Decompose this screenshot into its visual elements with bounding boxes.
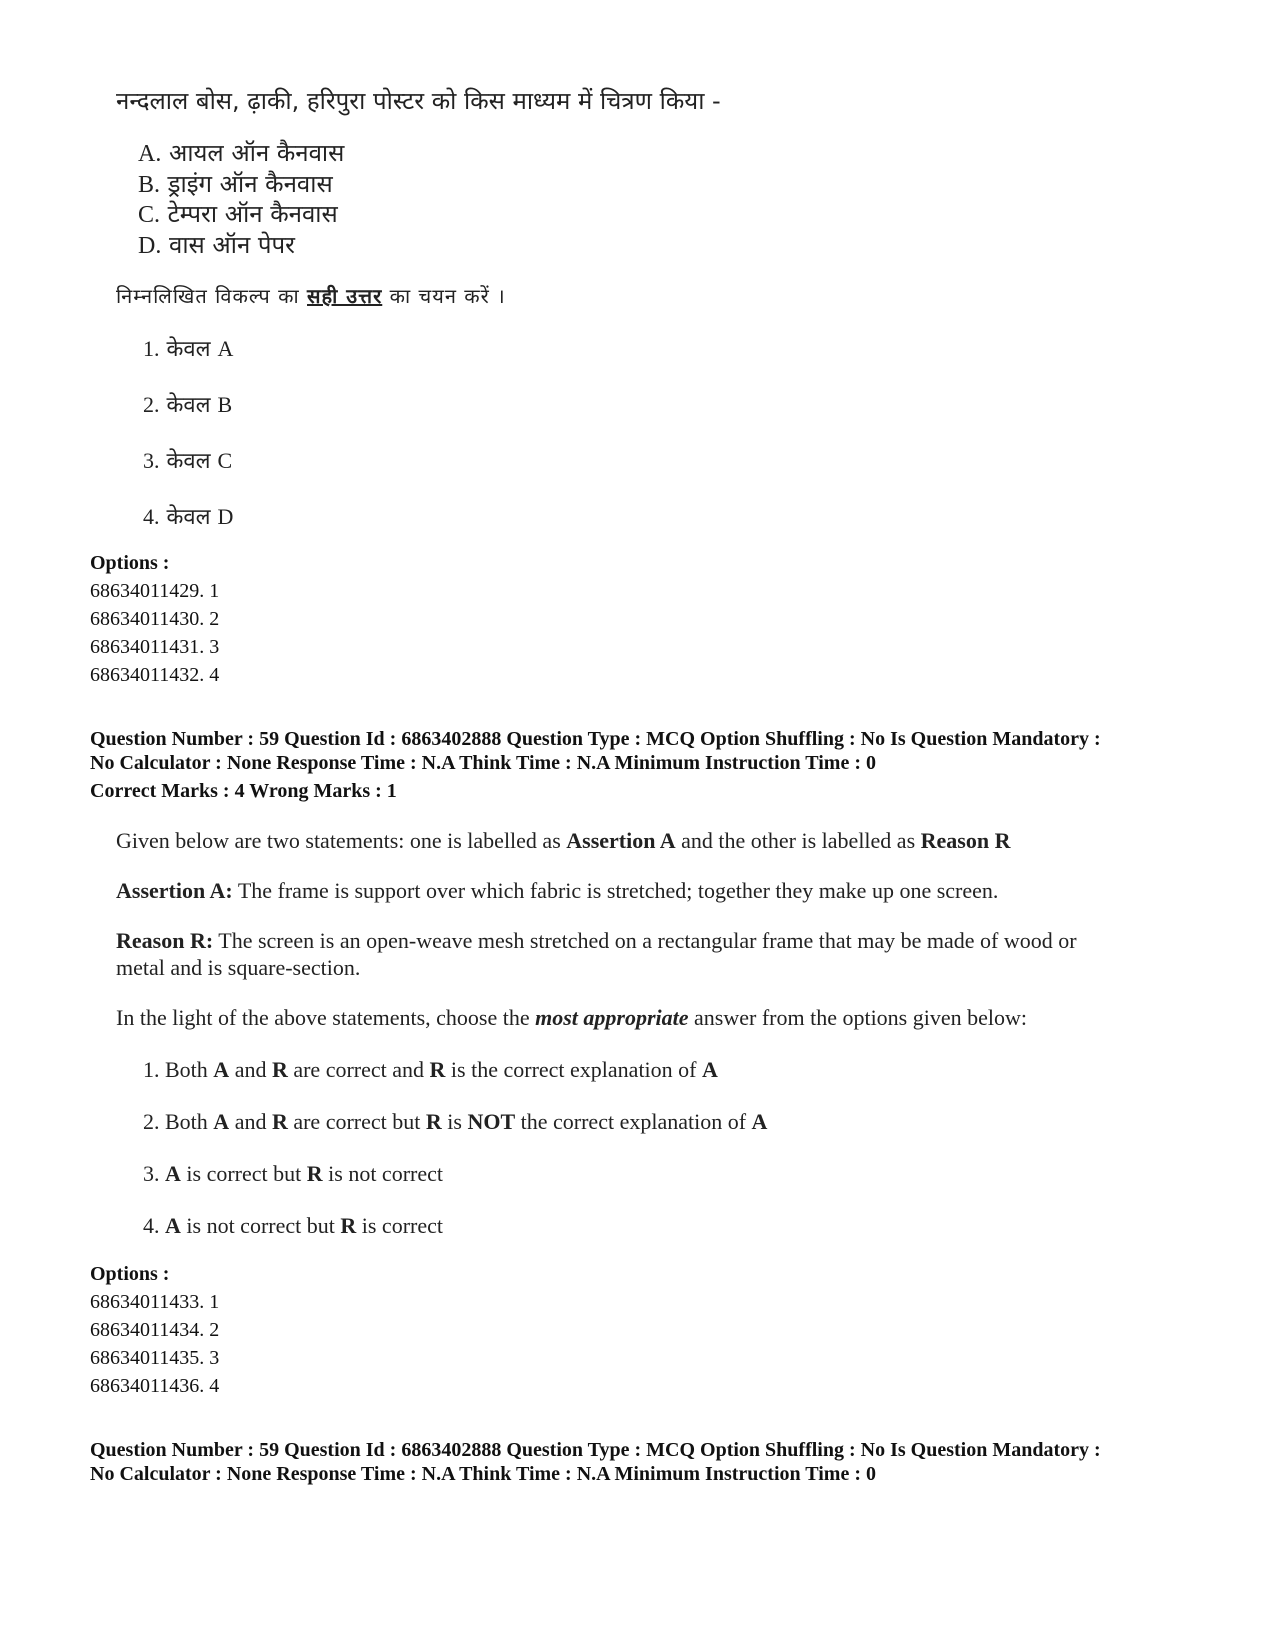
option-id-3: 68634011431. 3 xyxy=(90,636,220,658)
option-id-4: 68634011432. 4 xyxy=(90,664,220,686)
option-id-4: 68634011436. 4 xyxy=(90,1375,220,1397)
question-item-b: B. ड्राइंग ऑन कैनवास xyxy=(138,170,333,198)
option-id-2: 68634011434. 2 xyxy=(90,1319,220,1341)
next-question-meta-line-1: Question Number : 59 Question Id : 6863402888 Question Type : MCQ Option Shuffling : No Is Question Mandatory : xyxy=(90,1439,1101,1461)
next-question-meta-line-2: No Calculator : None Response Time : N.A Think Time : N.A Minimum Instruction Time : 0 xyxy=(90,1463,876,1485)
option-id-1: 68634011433. 1 xyxy=(90,1291,220,1313)
answer-choice-2: 2. Both A and R are correct but R is NOT the correct explanation of A xyxy=(143,1109,768,1134)
answer-choice-3: 3. A is correct but R is not correct xyxy=(143,1161,443,1186)
question-item-d: D. वास ऑन पेपर xyxy=(138,231,295,259)
instruction-text: निम्नलिखित विकल्प का सही उत्तर का चयन करें । xyxy=(116,284,506,308)
reason-statement-line-2: metal and is square-section. xyxy=(116,955,361,980)
instruction-emphasis: सही उत्तर xyxy=(307,284,383,308)
options-label: Options : xyxy=(90,1263,170,1285)
question-instruction: In the light of the above statements, choose the most appropriate answer from the options given below: xyxy=(116,1005,1028,1030)
option-id-2: 68634011430. 2 xyxy=(90,608,220,630)
reason-statement-line-1: Reason R: The screen is an open-weave mesh stretched on a rectangular frame that may be made of wood or xyxy=(116,928,1077,953)
question-item-a: A. आयल ऑन कैनवास xyxy=(138,139,345,167)
choice-2: 2. केवल B xyxy=(143,392,233,418)
option-id-1: 68634011429. 1 xyxy=(90,580,220,602)
options-label: Options : xyxy=(90,552,170,574)
option-id-3: 68634011435. 3 xyxy=(90,1347,220,1369)
answer-choice-1: 1. Both A and R are correct and R is the correct explanation of A xyxy=(143,1057,718,1082)
answer-choice-4: 4. A is not correct but R is correct xyxy=(143,1213,443,1238)
question-item-c: C. टेम्परा ऑन कैनवास xyxy=(138,200,338,228)
question-meta-line-2: No Calculator : None Response Time : N.A Think Time : N.A Minimum Instruction Time : 0 xyxy=(90,752,876,774)
assertion-statement: Assertion A: The frame is support over which fabric is stretched; together they make up one screen. xyxy=(116,878,999,903)
choice-3: 3. केवल C xyxy=(143,448,233,474)
question-text: नन्दलाल बोस, ढ़ाकी, हरिपुरा पोस्टर को किस माध्यम में चित्रण किया - xyxy=(116,87,721,115)
choice-4: 4. केवल D xyxy=(143,504,234,530)
question-intro: Given below are two statements: one is labelled as Assertion A and the other is labelled as Reason R xyxy=(116,828,1011,853)
choice-1: 1. केवल A xyxy=(143,336,234,362)
question-meta-line-1: Question Number : 59 Question Id : 6863402888 Question Type : MCQ Option Shuffling : No Is Question Mandatory : xyxy=(90,728,1101,750)
question-marks: Correct Marks : 4 Wrong Marks : 1 xyxy=(90,780,397,802)
